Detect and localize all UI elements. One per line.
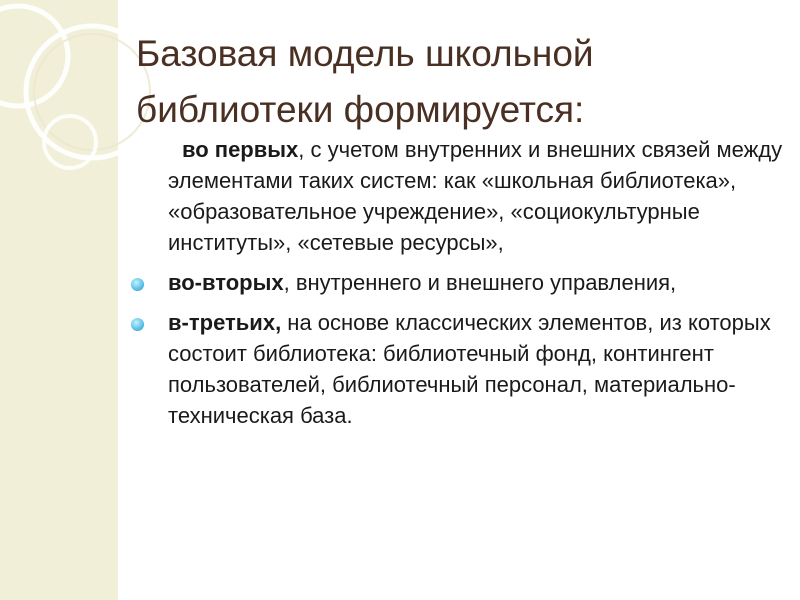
title-line-1: Базовая модель школьной (136, 33, 594, 74)
paragraph-third (168, 307, 788, 431)
paragraph-first (168, 134, 788, 258)
bullet-dot-icon (131, 278, 144, 291)
paragraph-second-lead: во-вторых (168, 270, 284, 295)
paragraph-first-lead: во первых (182, 137, 299, 162)
paragraph-third-lead: в-третьих, (168, 310, 282, 335)
paragraph-first-text: , с учетом внутренних и внешних связей между элементами таких систем: как «школьная библиотека», «образовательное учреждение», «социокультурные институты», «сетевые ресурсы», (168, 137, 783, 255)
paragraph-third-text: на основе классических элементов, из которых состоит библиотека: библиотечный фонд, контингент пользователей, библиотечный персонал, материально-техническая база. (168, 310, 771, 428)
bullet-dot-icon (131, 318, 144, 331)
title-line-2: библиотеки формируется: (136, 89, 585, 130)
paragraph-second-text: , внутреннего и внешнего управления, (283, 270, 677, 295)
slide-content (168, 134, 788, 440)
paragraph-second (168, 267, 788, 298)
slide-title (136, 26, 776, 138)
